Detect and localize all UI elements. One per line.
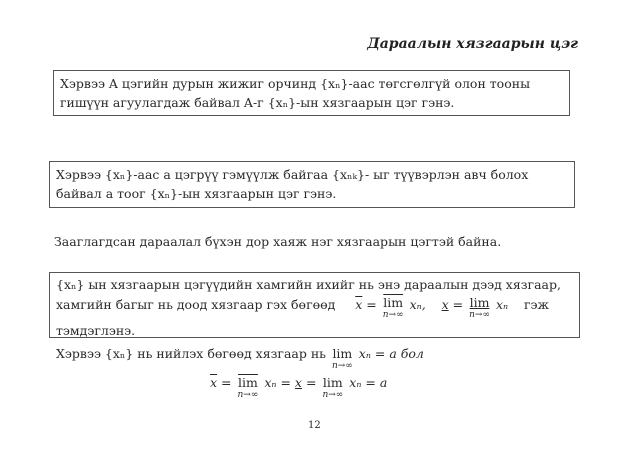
definition-box-limsup-liminf bbox=[49, 272, 580, 338]
lim-subscript: n→∞ bbox=[331, 361, 353, 371]
definition-box-limit-point bbox=[53, 70, 570, 116]
limit-operator bbox=[332, 346, 353, 372]
lim-text: $\overline{lim}$ bbox=[383, 295, 404, 310]
lim-subscript: n→∞ bbox=[469, 310, 490, 320]
sequence-term: xₙ bbox=[264, 375, 277, 390]
lim-text: $\overline{lim}$ bbox=[238, 375, 258, 390]
sequence-term: xₙ bbox=[349, 375, 362, 390]
definition-line-1: Хэрвээ {xₙ}-аас a цэгрүү гэмүүлж байгаа {xₙₖ}- ыг түүвэрлэн авч болох bbox=[56, 167, 529, 182]
definition-line-3: тэмдэглэнэ. bbox=[56, 323, 136, 338]
equals-sign: = bbox=[452, 297, 464, 312]
liminf-symbol: x bbox=[294, 375, 302, 390]
liminf-symbol: x bbox=[441, 297, 449, 312]
definition-box-subsequence bbox=[49, 161, 575, 208]
equals-sign: = bbox=[280, 375, 291, 390]
definition-line-2 bbox=[56, 295, 573, 321]
limsup-symbol: $\overline{x}$ bbox=[355, 297, 363, 312]
line2-text: хамгийн багыг нь доод хязгаар гэх бөгөөд bbox=[56, 297, 336, 312]
lim-subscript: n→∞ bbox=[237, 390, 259, 400]
liminf-operator bbox=[469, 295, 490, 321]
limsup-operator bbox=[238, 375, 259, 401]
equals-sign: = bbox=[221, 375, 232, 390]
equals-sign: = bbox=[365, 375, 376, 390]
equals-sign: = bbox=[305, 375, 317, 390]
line2-tail: гэж bbox=[523, 297, 550, 312]
page-title: Дараалын хязгаарын цэг bbox=[367, 36, 578, 52]
equals-sign: = bbox=[366, 297, 377, 312]
lim-text: lim bbox=[322, 375, 343, 390]
equality-formula bbox=[210, 375, 387, 401]
definition-line-1: Хэрвээ A цэгийн дурын жижиг орчинд {xₙ}-аас төгсгөлгүй олон тооны bbox=[60, 76, 531, 91]
definition-line-2: байвал a тоог {xₙ}-ын хязгаарын цэг гэнэ. bbox=[56, 186, 337, 201]
definition-line-2: гишүүн агуулагдаж байвал A-г {xₙ}-ын хязгаарын цэг гэнэ. bbox=[60, 95, 455, 110]
lim-subscript: n→∞ bbox=[322, 390, 344, 400]
sequence-term: xₙ bbox=[495, 297, 509, 312]
limsup-symbol: $\overline{x}$ bbox=[210, 375, 218, 390]
sequence-term: xₙ, bbox=[409, 297, 426, 312]
limit-value: a bbox=[379, 375, 388, 390]
convergent-statement bbox=[56, 346, 424, 372]
limit-operator bbox=[322, 375, 343, 401]
statement-rhs: xₙ = a бол bbox=[358, 346, 424, 361]
lim-text: lim bbox=[332, 346, 353, 361]
page-number: 12 bbox=[308, 420, 321, 431]
lim-subscript: n→∞ bbox=[382, 310, 404, 320]
definition-line-1: {xₙ} ын хязгаарын цэгүүдийн хамгийн ихийг нь энэ дараалын дээд хязгаар, bbox=[56, 277, 561, 292]
lim-text: lim bbox=[469, 295, 490, 310]
limsup-operator bbox=[383, 295, 404, 321]
bounded-sequence-statement: Зааглагдсан дараалал бүхэн дор хаяж нэг хязгаарын цэгтэй байна. bbox=[54, 234, 502, 249]
statement-text: Хэрвээ {xₙ} нь нийлэх бөгөөд хязгаар нь bbox=[56, 346, 326, 361]
